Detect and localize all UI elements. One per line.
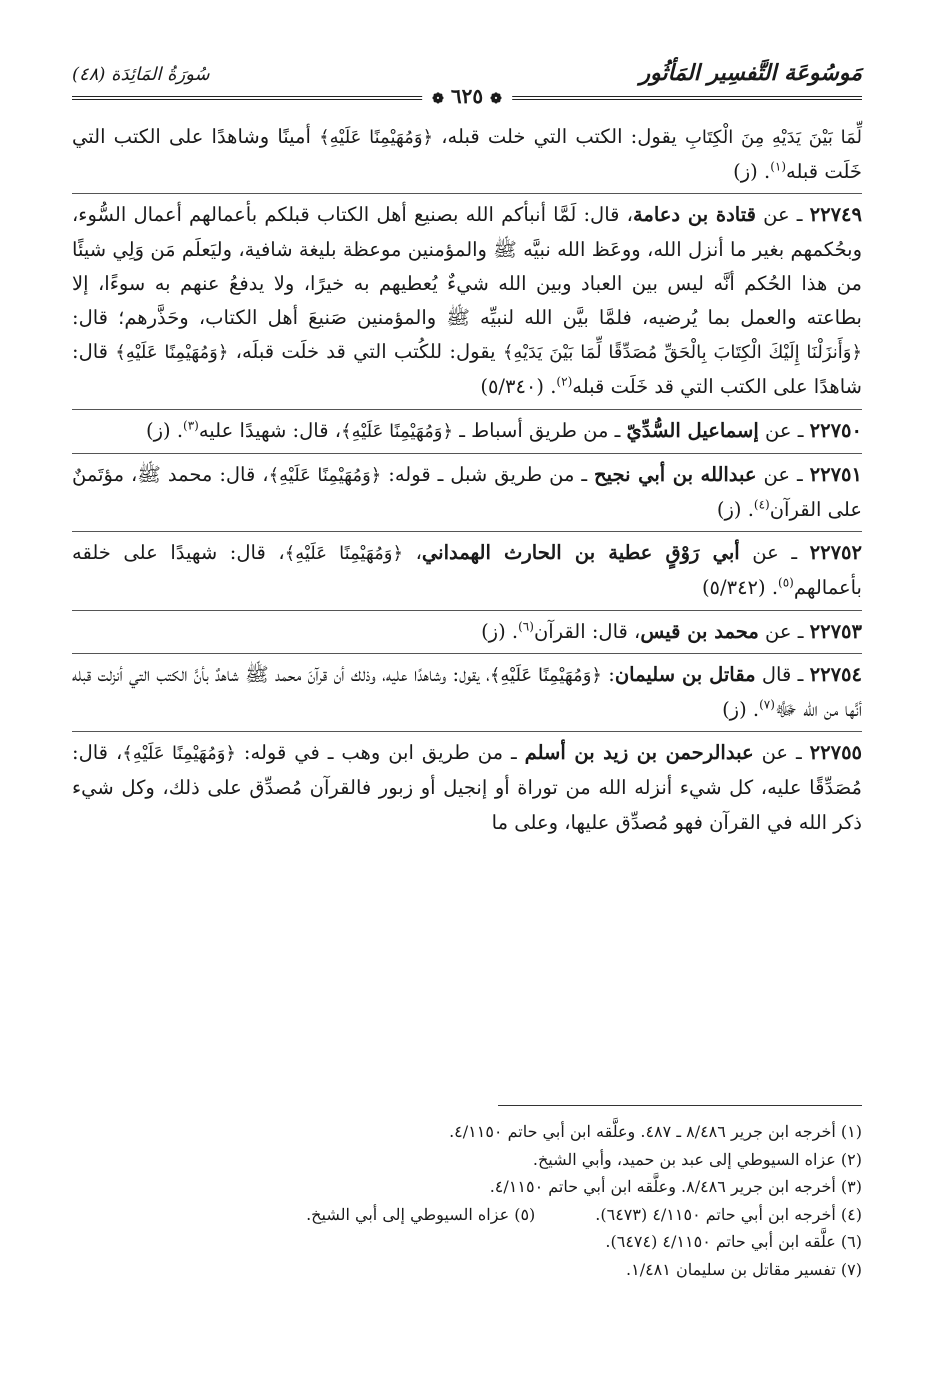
paragraph xyxy=(72,531,862,609)
footnote-ref: (٢) xyxy=(556,374,573,389)
narrator-name: محمد بن قيس xyxy=(640,619,759,643)
narration-number: ٢٢٧٥٥ xyxy=(809,741,863,765)
ornament-icon: ❁ xyxy=(490,91,502,107)
quran-quote: ﴿وَمُهَيْمِنًا عَلَيْهِ﴾ xyxy=(122,743,236,765)
narrator-name: عبدالله بن أبي نجيح xyxy=(594,462,757,486)
text-run: . (ز) xyxy=(733,160,771,184)
quran-quote: ﴿وَمُهَيْمِنًا عَلَيْهِ﴾ xyxy=(489,664,602,686)
narration-number: ٢٢٧٤٩ xyxy=(809,203,862,227)
footnote-row-4-5 xyxy=(72,1201,862,1229)
page-number-block xyxy=(422,84,512,108)
quran-quote: ﴿وَمُهَيْمِنًا عَلَيْهِ﴾ xyxy=(341,420,454,442)
footnote-ref: (٣) xyxy=(183,418,199,433)
quran-quote: لِّمَا بَيْنَ يَدَيْهِ مِنَ الْكِتَابِ xyxy=(684,127,863,148)
text-run: ـ قال xyxy=(755,662,810,686)
footnote-2: (٢) عزاه السيوطي إلى عبد بن حميد، وأبي الشيخ. xyxy=(532,1149,862,1169)
narrator-name: عبدالرحمن بن زيد بن أسلم xyxy=(524,741,754,765)
text-run: يقول: الكتب التي خلت قبله، xyxy=(433,125,685,148)
text-run: . (٥/٣٤٢) xyxy=(701,576,779,600)
text-run: أمينًا وشاهدًا على الكتب التي خَلَت قبله xyxy=(72,125,862,184)
narration-number: ٢٢٧٥٣ xyxy=(809,619,862,643)
paragraph xyxy=(72,453,862,531)
text-run: ، قال: القرآن xyxy=(533,619,641,643)
text-run: ، قال: محمد ﷺ، مؤتَمنٌ على القرآن xyxy=(72,462,862,522)
text-run: ـ من طريق شبل ـ قوله: xyxy=(381,462,595,486)
text-run: ـ عن xyxy=(756,462,810,486)
text-run: ، قال: شهيدًا على خلقه بأعمالهم xyxy=(72,541,862,600)
paragraph xyxy=(72,731,862,844)
footnote-1: (١) أخرجه ابن جرير ٨/٤٨٦ ـ ٤٨٧. وعلَّقه ابن أبي حاتم ٤/١١٥٠. xyxy=(449,1122,862,1141)
surah-label: سُورَةُ المَائِدَة (٤٨) xyxy=(72,64,210,85)
footnotes xyxy=(72,1118,862,1283)
text-run: قال: شاهدًا على الكتب التي قد خَلَت قبله xyxy=(72,340,862,399)
quran-quote: ﴿وَمُهَيْمِنًا عَلَيْهِ﴾ xyxy=(268,464,382,486)
quran-quote: ﴿وَمُهَيْمِنًا عَلَيْهِ﴾ xyxy=(319,127,434,148)
text-run: ، قال: مُصَدِّقًا عليه، كل شيء أنزله الله من توراة أو إنجيل أو زبور فالقرآن مُصدِّق على ذلك، وكل شيء ذكر الله في القرآن فهو مُصدِّق عليها، وعلى ما xyxy=(72,741,862,834)
narrator-name: أبي رَوْقٍ عطية بن الحارث الهمداني xyxy=(421,541,740,565)
footnote-ref: (٥) xyxy=(778,575,794,590)
paragraph xyxy=(72,610,862,653)
paragraph xyxy=(72,653,862,731)
text-run: ـ عن xyxy=(758,619,810,643)
footnote-ref: (٦) xyxy=(518,619,534,634)
text-run: ـ عن xyxy=(755,203,810,227)
text-run: ـ عن xyxy=(739,541,810,565)
ornament-icon: ❁ xyxy=(432,91,444,107)
text-run: ـ عن xyxy=(753,741,810,765)
text-run: ، xyxy=(403,541,422,565)
footnote-ref: (١) xyxy=(770,159,787,174)
paragraph xyxy=(72,193,862,408)
footnote-ref: (٧) xyxy=(759,697,775,712)
text-run: . (ز) xyxy=(716,498,754,522)
narrator-name: إسماعيل السُّدِّيّ xyxy=(626,418,759,442)
footnote-5: (٥) عزاه السيوطي إلى أبي الشيخ. xyxy=(306,1204,536,1224)
footnote-6: (٦) علَّقه ابن أبي حاتم ٤/١١٥٠ (٦٤٧٤). xyxy=(605,1232,862,1251)
text-run: : xyxy=(601,662,615,686)
quran-quote: ﴿وَمُهَيْمِنًا عَلَيْهِ﴾ xyxy=(284,543,404,565)
book-title: مَوسُوعَة التَّفسِير المَأثُور xyxy=(639,60,862,86)
text-run: . (٥/٣٤٠) xyxy=(480,375,557,399)
text-run: يقول: للكُتب التي قد خلَت قبلَه، xyxy=(228,340,503,364)
text-run: ـ عن xyxy=(758,418,810,442)
narration-number: ٢٢٧٥٢ xyxy=(809,541,862,565)
footnote-rule xyxy=(498,1105,862,1106)
page-header xyxy=(72,58,862,108)
quran-quote: ﴿وَمُهَيْمِنًا عَلَيْهِ﴾ xyxy=(115,342,229,364)
text-run: ـ من طريق ابن وهب ـ في قوله: xyxy=(235,741,525,765)
text-run: ، قال: شهيدًا عليه xyxy=(198,418,342,442)
footnote-4: (٤) أخرجه ابن أبي حاتم ٤/١١٥٠ (٦٤٧٣). xyxy=(595,1204,862,1224)
footnote-7: (٧) تفسير مقاتل بن سليمان ١/٤٨١. xyxy=(626,1259,862,1279)
text-run: . (ز) xyxy=(481,619,519,643)
paragraph xyxy=(72,120,862,193)
narration-number: ٢٢٧٥٤ xyxy=(809,662,863,686)
narration-number: ٢٢٧٥٠ xyxy=(809,418,862,442)
text-run: ـ من طريق أسباط ـ xyxy=(453,418,627,442)
text-run: ، قال: لَمَّا أنبأكم الله بصنيع أهل الكتاب قبلكم بأعمالهم أعمال السُّوء، وبحُكمهم بغير ما أنزل الله، ووعَظ الله نبيَّه ﷺ والمؤمنين موعظة بليغة شافية، وليَعلَم مَن وَلِي شيئًا من هذا الحُكم أنَّه ليس بين العباد وبين الله شيءٌ يُعطيهم به خيرًا، ولا يدفعُ عنهم به سوءًا، إلا بطاعته والعمل بما يُرضيه، فلمَّا بيَّن الله لنبيِّه ﷺ والمؤمنين صَنيعَ أهل الكتاب، وحَذَّرهم؛ قال: xyxy=(72,203,862,330)
page-number: ٦٢٥ xyxy=(450,84,484,108)
text-run: . (ز) xyxy=(722,698,760,722)
narrator-name: قتادة بن دعامة xyxy=(632,203,756,227)
main-text xyxy=(72,120,862,844)
quran-quote: ﴿وَأَنزَلْنَا إِلَيْكَ الْكِتَابَ بِالْحَقِّ مُصَدِّقًا لِّمَا بَيْنَ يَدَيْهِ﴾ xyxy=(502,342,863,364)
text-run: . (ز) xyxy=(145,418,184,442)
footnote-3: (٣) أخرجه ابن جرير ٨/٤٨٦. وعلَّقه ابن أبي حاتم ٤/١١٥٠. xyxy=(489,1177,862,1196)
narrator-name: مقاتل بن سليمان xyxy=(614,662,756,686)
narration-number: ٢٢٧٥١ xyxy=(809,462,862,486)
text-run: ، يقول: وشاهدًا عليه، وذلك أن قرآنَ محمد ﷺ شاهدٌ بأنَّ الكتب التي أنزلت قبله أنَّها من الله ﷻ xyxy=(72,662,862,722)
footnote-ref: (٤) xyxy=(753,497,770,512)
paragraph xyxy=(72,409,862,453)
